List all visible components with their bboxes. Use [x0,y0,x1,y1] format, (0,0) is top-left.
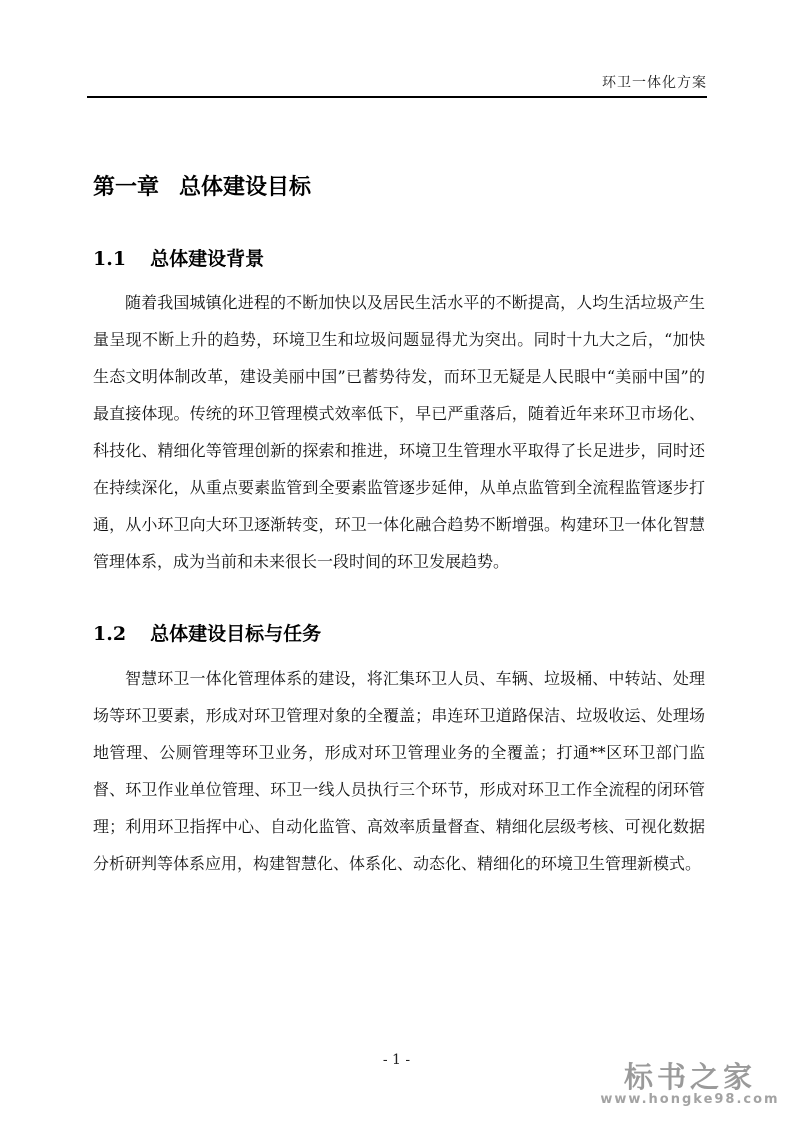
section-title-text: 总体建设目标与任务 [150,623,322,645]
section-title-text: 总体建设背景 [150,248,265,270]
body-paragraph: 随着我国城镇化进程的不断加快以及居民生活水平的不断提高，人均生活垃圾产生量呈现不断上升的趋势，环境卫生和垃圾问题显得尤为突出。同时十九大之后，“加快生态文明体制改革，建设美丽中国”已蓄势待发，而环卫无疑是人民眼中“美丽中国”的最直接体现。传统的环卫管理模式效率低下，早已严重落后，随着近年来环卫市场化、科技化、精细化等管理创新的探索和推进，环境卫生管理水平取得了长足进步，同时还在持续深化，从重点要素监管到全要素监管逐步延伸，从单点监管到全流程监管逐步打通，从小环卫向大环卫逐渐转变，环卫一体化融合趋势不断增强。构建环卫一体化智慧管理体系，成为当前和未来很长一段时间的环卫发展趋势。 [93,293,705,571]
watermark-url: www.hongke98.com [600,1092,780,1107]
chapter-heading [93,170,705,201]
section-number: 1.2 [93,623,127,645]
chapter-title-text: 总体建设目标 [179,175,312,200]
chapter-number: 第一章 [93,175,160,200]
watermark [595,1062,785,1108]
page-number: - 1 - [382,1052,411,1068]
page-header [87,72,707,92]
section-heading-1-1 [93,244,705,271]
running-title: 环卫一体化方案 [602,75,707,91]
body-paragraph: 智慧环卫一体化管理体系的建设，将汇集环卫人员、车辆、垃圾桶、中转站、处理场等环卫要素，形成对环卫管理对象的全覆盖；串连环卫道路保洁、垃圾收运、处理场地管理、公厕管理等环卫业务，形成对环卫管理业务的全覆盖；打通**区环卫部门监督、环卫作业单位管理、环卫一线人员执行三个环节，形成对环卫工作全流程的闭环管理；利用环卫指挥中心、自动化监管、高效率质量督查、精细化层级考核、可视化数据分析研判等体系应用，构建智慧化、体系化、动态化、精细化的环境卫生管理新模式。 [93,669,705,873]
section-number: 1.1 [93,248,127,270]
watermark-logo-text: 标书之家 [623,1060,756,1094]
section-heading-1-2 [93,619,705,646]
header-rule [87,96,707,98]
